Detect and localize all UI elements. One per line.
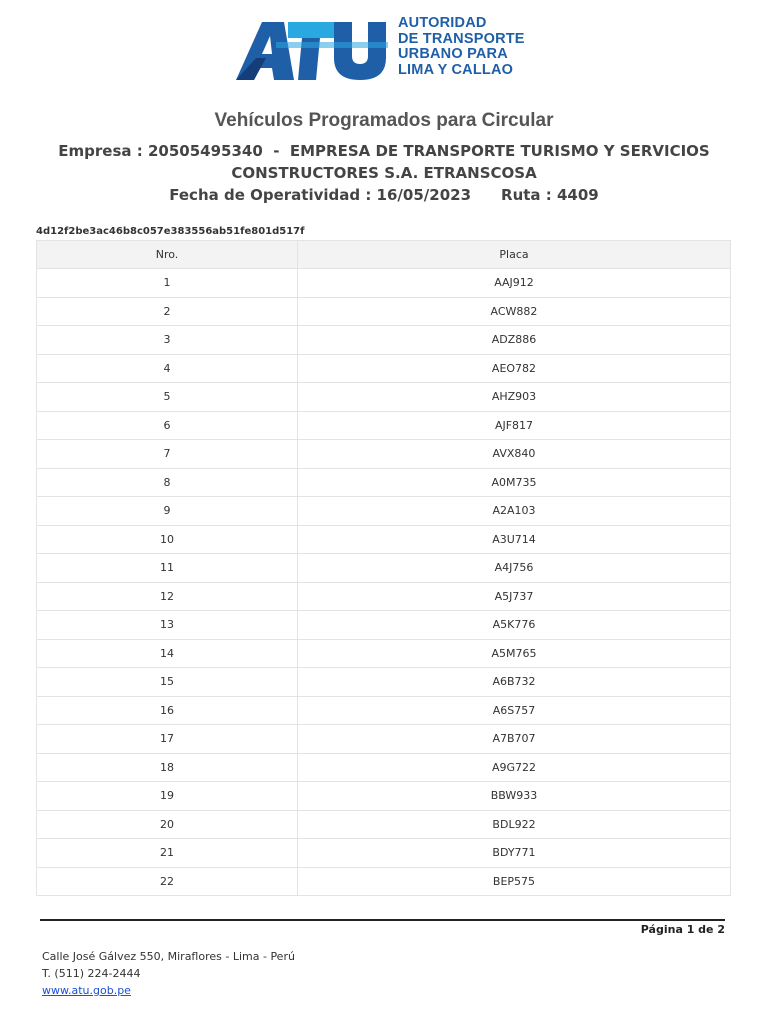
- cell-nro: 14: [37, 639, 298, 668]
- table-row: [37, 611, 731, 640]
- table-row: [37, 497, 731, 526]
- cell-placa: AAJ912: [298, 269, 731, 298]
- atu-logo-mark-icon: [236, 18, 388, 80]
- table-row: [37, 354, 731, 383]
- cell-placa: AHZ903: [298, 383, 731, 412]
- cell-placa: BDL922: [298, 810, 731, 839]
- table-row: [37, 297, 731, 326]
- column-header-nro: Nro.: [37, 241, 298, 269]
- cell-nro: 20: [37, 810, 298, 839]
- logo-line: DE TRANSPORTE: [398, 30, 525, 47]
- table-row: [37, 326, 731, 355]
- operation-info: [0, 186, 768, 204]
- table-row: [37, 554, 731, 583]
- cell-placa: A3U714: [298, 525, 731, 554]
- vehicle-table: [36, 240, 731, 896]
- table-row: [37, 525, 731, 554]
- cell-placa: A0M735: [298, 468, 731, 497]
- document-title: Vehículos Programados para Circular: [214, 110, 554, 131]
- table-row: [37, 867, 731, 896]
- cell-placa: BBW933: [298, 782, 731, 811]
- website-link[interactable]: www.atu.gob.pe: [42, 984, 131, 997]
- cell-placa: A5J737: [298, 582, 731, 611]
- cell-nro: 21: [37, 839, 298, 868]
- cell-nro: 6: [37, 411, 298, 440]
- cell-nro: 10: [37, 525, 298, 554]
- table-row: [37, 725, 731, 754]
- cell-nro: 13: [37, 611, 298, 640]
- cell-nro: 7: [37, 440, 298, 469]
- logo-text: [398, 16, 525, 78]
- cell-placa: A2A103: [298, 497, 731, 526]
- cell-nro: 12: [37, 582, 298, 611]
- table-row: [37, 810, 731, 839]
- cell-nro: 22: [37, 867, 298, 896]
- cell-nro: 4: [37, 354, 298, 383]
- table-row: [37, 753, 731, 782]
- cell-nro: 1: [37, 269, 298, 298]
- cell-nro: 18: [37, 753, 298, 782]
- table-row: [37, 440, 731, 469]
- document-hash: 4d12f2be3ac46b8c057e383556ab51fe801d517f: [36, 226, 305, 237]
- table-row: [37, 668, 731, 697]
- cell-placa: A6B732: [298, 668, 731, 697]
- cell-nro: 2: [37, 297, 298, 326]
- cell-nro: 8: [37, 468, 298, 497]
- cell-nro: 3: [37, 326, 298, 355]
- cell-nro: 15: [37, 668, 298, 697]
- table-header-row: [37, 241, 731, 269]
- phone-text: T. (511) 224-2444: [42, 967, 141, 980]
- cell-placa: BEP575: [298, 867, 731, 896]
- table-row: [37, 639, 731, 668]
- footer-address: [42, 948, 295, 999]
- cell-placa: A7B707: [298, 725, 731, 754]
- empresa-line: Empresa : 20505495340 - EMPRESA DE TRANSPORTE TURISMO Y SERVICIOS: [58, 142, 710, 160]
- cell-nro: 9: [37, 497, 298, 526]
- footer-divider: [40, 919, 725, 921]
- table-row: [37, 839, 731, 868]
- address-text: Calle José Gálvez 550, Miraflores - Lima - Perú: [42, 950, 295, 963]
- cell-nro: 17: [37, 725, 298, 754]
- table-row: [37, 468, 731, 497]
- cell-placa: AJF817: [298, 411, 731, 440]
- cell-nro: 5: [37, 383, 298, 412]
- cell-placa: AEO782: [298, 354, 731, 383]
- cell-placa: ADZ886: [298, 326, 731, 355]
- empresa-line: CONSTRUCTORES S.A. ETRANSCOSA: [231, 164, 537, 182]
- table-row: [37, 582, 731, 611]
- cell-placa: A9G722: [298, 753, 731, 782]
- logo-line: AUTORIDAD: [398, 15, 487, 31]
- logo-line: URBANO PARA: [398, 46, 508, 62]
- cell-nro: 19: [37, 782, 298, 811]
- cell-placa: BDY771: [298, 839, 731, 868]
- cell-placa: AVX840: [298, 440, 731, 469]
- ruta: Ruta : 4409: [501, 186, 599, 204]
- table-row: [37, 383, 731, 412]
- column-header-placa: Placa: [298, 241, 731, 269]
- cell-placa: A5M765: [298, 639, 731, 668]
- empresa-info: [40, 140, 728, 184]
- cell-placa: A4J756: [298, 554, 731, 583]
- cell-placa: A6S757: [298, 696, 731, 725]
- page-number: Página 1 de 2: [640, 923, 725, 936]
- cell-placa: A5K776: [298, 611, 731, 640]
- logo-line: LIMA Y CALLAO: [398, 61, 514, 78]
- table-row: [37, 696, 731, 725]
- cell-nro: 16: [37, 696, 298, 725]
- cell-nro: 11: [37, 554, 298, 583]
- table-row: [37, 782, 731, 811]
- table-row: [37, 411, 731, 440]
- atu-logo: [236, 16, 536, 82]
- table-row: [37, 269, 731, 298]
- fecha-operatividad: Fecha de Operatividad : 16/05/2023: [169, 186, 472, 204]
- cell-placa: ACW882: [298, 297, 731, 326]
